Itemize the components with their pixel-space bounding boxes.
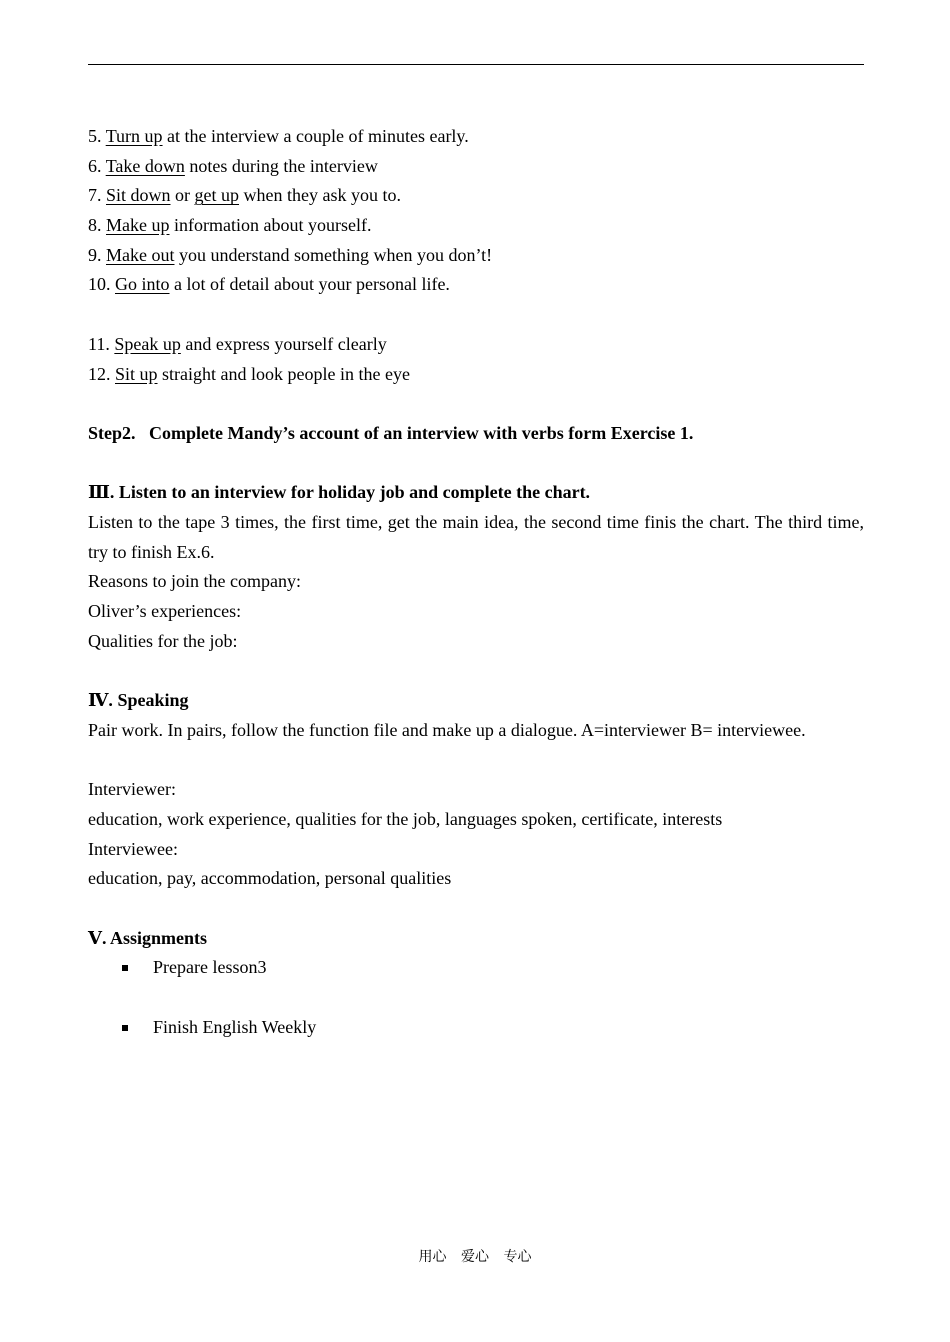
- assignment-item: Prepare lesson3: [88, 953, 864, 983]
- phrasal-verb: Take down: [105, 155, 185, 176]
- section-heading-speaking: Ⅳ. Speaking: [88, 690, 189, 711]
- assignment-item: Finish English Weekly: [88, 1013, 864, 1043]
- phrasal-verb: Go into: [115, 274, 170, 295]
- interviewee-label: Interviewee:: [88, 838, 178, 859]
- phrasal-verb: Make out: [106, 244, 175, 265]
- document-body: [88, 122, 864, 1042]
- step2-heading: Step2. Complete Mandy’s account of an interview with verbs form Exercise 1.: [88, 422, 694, 443]
- list-item: 5. Turn up at the interview a couple of minutes early.: [88, 126, 469, 146]
- list-item: 6. Take down notes during the interview: [88, 155, 378, 176]
- listening-instruction: Listen to the tape 3 times, the first time, get the main idea, the second time finis the chart. The third time, try to finish Ex.6.: [88, 511, 864, 562]
- phrasal-verb: Speak up: [114, 333, 181, 354]
- phrasal-verb: Turn up: [105, 126, 163, 146]
- interviewer-topics: education, work experience, qualities for the job, languages spoken, certificate, interests: [88, 808, 723, 829]
- phrasal-verb: Sit down: [106, 185, 171, 206]
- spacer: [88, 656, 864, 686]
- square-bullet-icon: [122, 965, 128, 971]
- list-item: 7. Sit down or get up when they ask you to.: [88, 185, 401, 206]
- phrasal-verb: Make up: [106, 215, 170, 236]
- phrasal-verb: get up: [194, 185, 240, 206]
- list-item: 12. Sit up straight and look people in the eye: [88, 363, 410, 384]
- page-footer: [0, 1246, 950, 1266]
- footer-word: 用心: [418, 1249, 447, 1265]
- spacer: [88, 983, 864, 1013]
- spacer: [88, 389, 864, 419]
- interviewer-label: Interviewer:: [88, 779, 176, 800]
- header-rule: [88, 64, 864, 65]
- spacer: [88, 449, 864, 479]
- spacer: [88, 745, 864, 775]
- square-bullet-icon: [122, 1025, 128, 1031]
- footer-word: 专心: [503, 1249, 532, 1265]
- list-item: 8. Make up information about yourself.: [88, 215, 372, 236]
- list-item: 11. Speak up and express yourself clearly: [88, 333, 387, 354]
- list-item: 10. Go into a lot of detail about your personal life.: [88, 274, 450, 295]
- chart-row-reasons: Reasons to join the company:: [88, 571, 301, 592]
- spacer: [88, 300, 864, 330]
- phrasal-verb: Sit up: [115, 363, 158, 384]
- footer-word: 爱心: [461, 1249, 489, 1265]
- speaking-instruction: Pair work. In pairs, follow the function file and make up a dialogue. A=interviewer B= interviewee.: [88, 719, 806, 740]
- section-heading-listening: Ⅲ. Listen to an interview for holiday job and complete the chart.: [88, 482, 591, 503]
- chart-row-qualities: Qualities for the job:: [88, 630, 238, 651]
- spacer: [88, 894, 864, 924]
- list-item: 9. Make out you understand something when you don’t!: [88, 244, 493, 265]
- chart-row-experiences: Oliver’s experiences:: [88, 601, 242, 622]
- section-heading-assignments: Ⅴ. Assignments: [88, 927, 207, 948]
- interviewee-topics: education, pay, accommodation, personal qualities: [88, 868, 452, 889]
